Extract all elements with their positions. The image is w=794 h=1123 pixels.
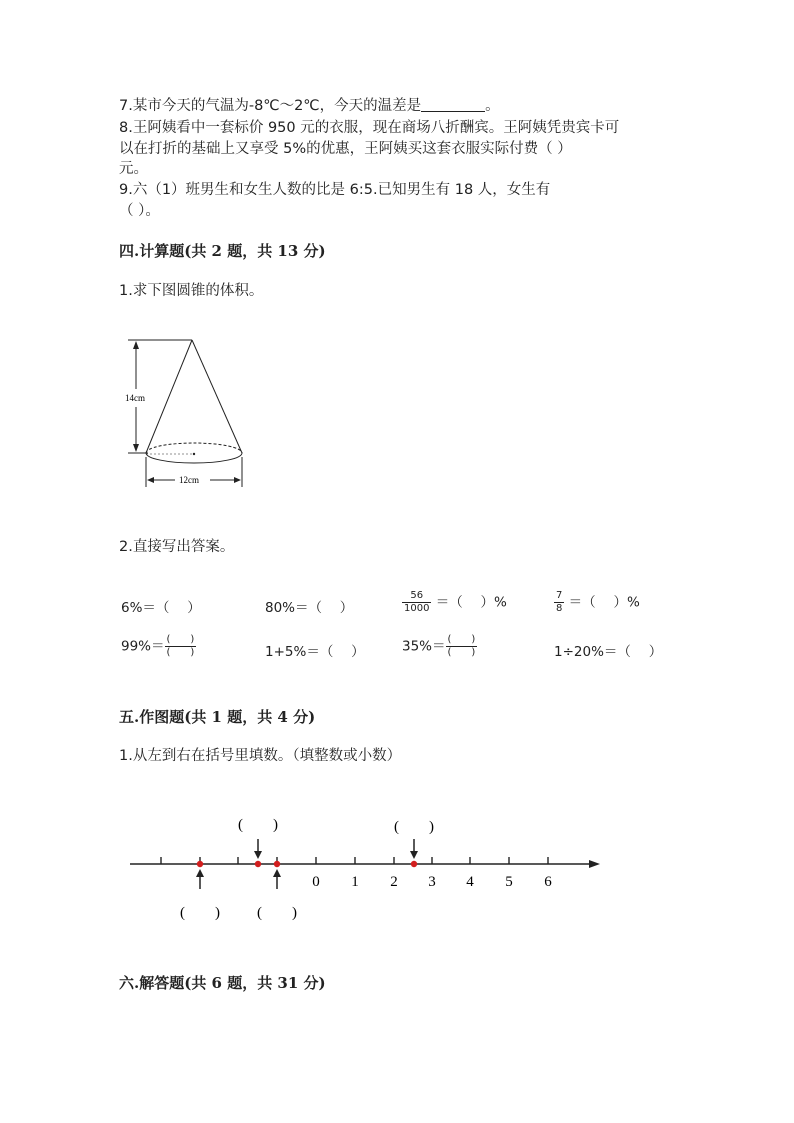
calc-56-over-1000: $\frac{56}{1000}$ ＝（ ）% — [404, 590, 507, 614]
section-5-question-1: 1.从左到右在括号里填数。（填整数或小数） — [119, 748, 402, 764]
question-8-line-1: 8.王阿姨看中一套标价 950 元的衣服，现在商场八折酬宾。王阿姨凭贵宾卡可 — [119, 120, 620, 136]
tick-label: 2 — [390, 874, 398, 890]
calc-80-percent: 80%＝（ ） — [265, 600, 354, 616]
tick-label: 6 — [544, 874, 552, 890]
tick-label: 1 — [351, 874, 359, 890]
question-7-end: 。 — [485, 98, 500, 114]
point-marker — [411, 861, 417, 867]
fraction: $\frac{56}{1000}$ — [404, 590, 430, 614]
question-9-line-2: （ ）。 — [119, 203, 160, 219]
answer-blank[interactable] — [421, 97, 485, 112]
down-arrow-icon — [410, 851, 418, 859]
cone-diameter-label: 12cm — [179, 475, 199, 485]
answer-bracket[interactable]: ( ) — [394, 819, 434, 835]
calc-7-over-8: $\frac{7}{8}$ ＝（ ）% — [556, 590, 640, 614]
up-arrow-icon — [273, 869, 281, 877]
section-5-title: 五.作图题(共 1 题，共 4 分) — [119, 708, 316, 726]
section-4-question-1: 1.求下图圆锥的体积。 — [119, 283, 264, 299]
calc-6-percent: 6%＝（ ） — [121, 600, 201, 616]
fraction: $\frac{7}{8}$ — [556, 590, 563, 614]
calc-99-percent: 99%＝ $\frac{( )}{( )}$ — [121, 634, 195, 658]
cone-height-label: 14cm — [125, 393, 145, 403]
question-7 — [119, 96, 500, 116]
calc-1-plus-5-percent: 1+5%＝（ ） — [265, 644, 365, 660]
section-4-title: 四.计算题(共 2 题，共 13 分) — [119, 242, 326, 260]
number-line-figure — [120, 805, 610, 930]
tick-label: 0 — [312, 874, 320, 890]
answer-bracket[interactable]: ( ) — [180, 905, 220, 921]
question-7-text: 7.某市今天的气温为-8℃～2℃，今天的温差是 — [119, 98, 422, 114]
calc-1-div-20-percent: 1÷20%＝（ ） — [554, 644, 663, 660]
answer-bracket[interactable]: ( ) — [238, 817, 278, 833]
calc-35-percent: 35%＝ $\frac{( )}{( )}$ — [402, 634, 476, 658]
section-4-question-2: 2.直接写出答案。 — [119, 539, 235, 555]
down-arrow-icon — [254, 851, 262, 859]
section-6-title: 六.解答题(共 6 题，共 31 分) — [119, 974, 326, 992]
point-marker — [274, 861, 280, 867]
point-marker — [255, 861, 261, 867]
axis-arrow-icon — [589, 860, 600, 868]
tick-label: 5 — [505, 874, 513, 890]
up-arrow-icon — [196, 869, 204, 877]
question-9-line-1: 9.六（1）班男生和女生人数的比是 6:5.已知男生有 18 人，女生有 — [119, 182, 551, 198]
tick-label: 4 — [466, 874, 474, 890]
cone-figure — [122, 333, 252, 493]
point-marker — [197, 861, 203, 867]
question-8-line-3: 元。 — [119, 161, 148, 177]
tick-label: 3 — [428, 874, 436, 890]
answer-bracket[interactable]: ( ) — [257, 905, 297, 921]
fraction: $\frac{( )}{( )}$ — [166, 634, 195, 658]
question-8-line-2: 以在打折的基础上又享受 5%的优惠，王阿姨买这套衣服实际付费（ ） — [119, 141, 572, 157]
fraction: $\frac{( )}{( )}$ — [447, 634, 476, 658]
